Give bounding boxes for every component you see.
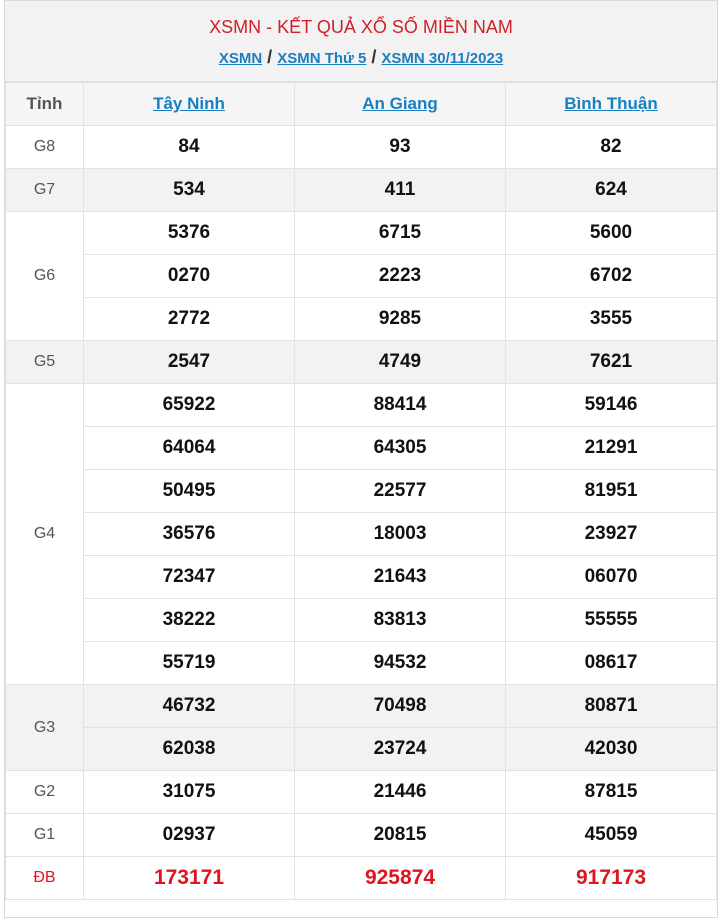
province-header <box>84 83 295 126</box>
table-row <box>6 771 717 814</box>
prize-number: 88414 <box>295 384 506 427</box>
prize-number: 18003 <box>295 513 506 556</box>
table-header-row <box>6 83 717 126</box>
table-row <box>6 685 717 728</box>
prize-number: 06070 <box>506 556 717 599</box>
prize-number: 36576 <box>84 513 295 556</box>
prize-label: G1 <box>6 814 84 857</box>
table-row <box>6 384 717 427</box>
prize-number: 23927 <box>506 513 717 556</box>
prize-label: G7 <box>6 169 84 212</box>
prize-number: 3555 <box>506 298 717 341</box>
prize-label: G8 <box>6 126 84 169</box>
prize-number: 173171 <box>84 857 295 900</box>
results-panel <box>4 0 718 918</box>
breadcrumb-separator: / <box>371 47 377 67</box>
table-row <box>6 427 717 470</box>
prize-label: G2 <box>6 771 84 814</box>
province-link-tay-ninh[interactable]: Tây Ninh <box>153 94 225 113</box>
breadcrumb-separator: / <box>267 47 273 67</box>
prize-number: 02937 <box>84 814 295 857</box>
prize-number: 2772 <box>84 298 295 341</box>
prize-number: 45059 <box>506 814 717 857</box>
prize-number: 93 <box>295 126 506 169</box>
prize-number: 64064 <box>84 427 295 470</box>
breadcrumb-xsmn-date[interactable]: XSMN 30/11/2023 <box>381 50 504 67</box>
breadcrumb-xsmn[interactable]: XSMN <box>218 50 263 67</box>
prize-number: 22577 <box>295 470 506 513</box>
prize-number: 80871 <box>506 685 717 728</box>
table-row <box>6 556 717 599</box>
prize-number: 38222 <box>84 599 295 642</box>
table-row <box>6 341 717 384</box>
prize-number: 72347 <box>84 556 295 599</box>
results-table <box>5 82 717 900</box>
table-row <box>6 255 717 298</box>
prize-number: 55719 <box>84 642 295 685</box>
prize-number: 46732 <box>84 685 295 728</box>
prize-number: 08617 <box>506 642 717 685</box>
prize-number: 21291 <box>506 427 717 470</box>
prize-number: 9285 <box>295 298 506 341</box>
prize-number: 2547 <box>84 341 295 384</box>
province-link-an-giang[interactable]: An Giang <box>362 94 438 113</box>
prize-number: 62038 <box>84 728 295 771</box>
prize-number: 83813 <box>295 599 506 642</box>
prize-number: 55555 <box>506 599 717 642</box>
table-row <box>6 857 717 900</box>
prize-number: 5600 <box>506 212 717 255</box>
province-header <box>295 83 506 126</box>
table-row <box>6 599 717 642</box>
prize-number: 65922 <box>84 384 295 427</box>
prize-number: 81951 <box>506 470 717 513</box>
prize-label: G6 <box>6 212 84 341</box>
province-header <box>506 83 717 126</box>
table-row <box>6 470 717 513</box>
prize-number: 87815 <box>506 771 717 814</box>
table-row <box>6 126 717 169</box>
table-row <box>6 814 717 857</box>
prize-label: G5 <box>6 341 84 384</box>
table-row <box>6 513 717 556</box>
table-row <box>6 298 717 341</box>
prize-number: 20815 <box>295 814 506 857</box>
prize-number: 6715 <box>295 212 506 255</box>
breadcrumb-xsmn-thu-5[interactable]: XSMN Thứ 5 <box>277 50 367 67</box>
prize-number: 4749 <box>295 341 506 384</box>
results-header <box>5 1 717 82</box>
prize-number: 21643 <box>295 556 506 599</box>
prize-number: 925874 <box>295 857 506 900</box>
prize-number: 624 <box>506 169 717 212</box>
prize-number: 59146 <box>506 384 717 427</box>
prize-label: G4 <box>6 384 84 685</box>
prize-number: 42030 <box>506 728 717 771</box>
table-row <box>6 212 717 255</box>
prize-number: 94532 <box>295 642 506 685</box>
breadcrumb <box>5 47 717 69</box>
table-row <box>6 728 717 771</box>
prize-number: 70498 <box>295 685 506 728</box>
prize-number: 50495 <box>84 470 295 513</box>
prize-number: 534 <box>84 169 295 212</box>
prize-number: 23724 <box>295 728 506 771</box>
page-title: XSMN - KẾT QUẢ XỔ SỐ MIỀN NAM <box>209 17 513 37</box>
results-body <box>6 126 717 900</box>
prize-number: 917173 <box>506 857 717 900</box>
prize-number: 82 <box>506 126 717 169</box>
prize-label: G3 <box>6 685 84 771</box>
prize-number: 31075 <box>84 771 295 814</box>
prize-number: 2223 <box>295 255 506 298</box>
prize-number: 5376 <box>84 212 295 255</box>
prize-number: 7621 <box>506 341 717 384</box>
prize-number: 0270 <box>84 255 295 298</box>
prize-number: 21446 <box>295 771 506 814</box>
province-column-header: Tỉnh <box>6 83 84 126</box>
table-row <box>6 169 717 212</box>
prize-number: 411 <box>295 169 506 212</box>
prize-number: 64305 <box>295 427 506 470</box>
province-link-binh-thuan[interactable]: Bình Thuận <box>564 94 658 113</box>
table-row <box>6 642 717 685</box>
prize-number: 84 <box>84 126 295 169</box>
prize-label: ĐB <box>6 857 84 900</box>
prize-number: 6702 <box>506 255 717 298</box>
